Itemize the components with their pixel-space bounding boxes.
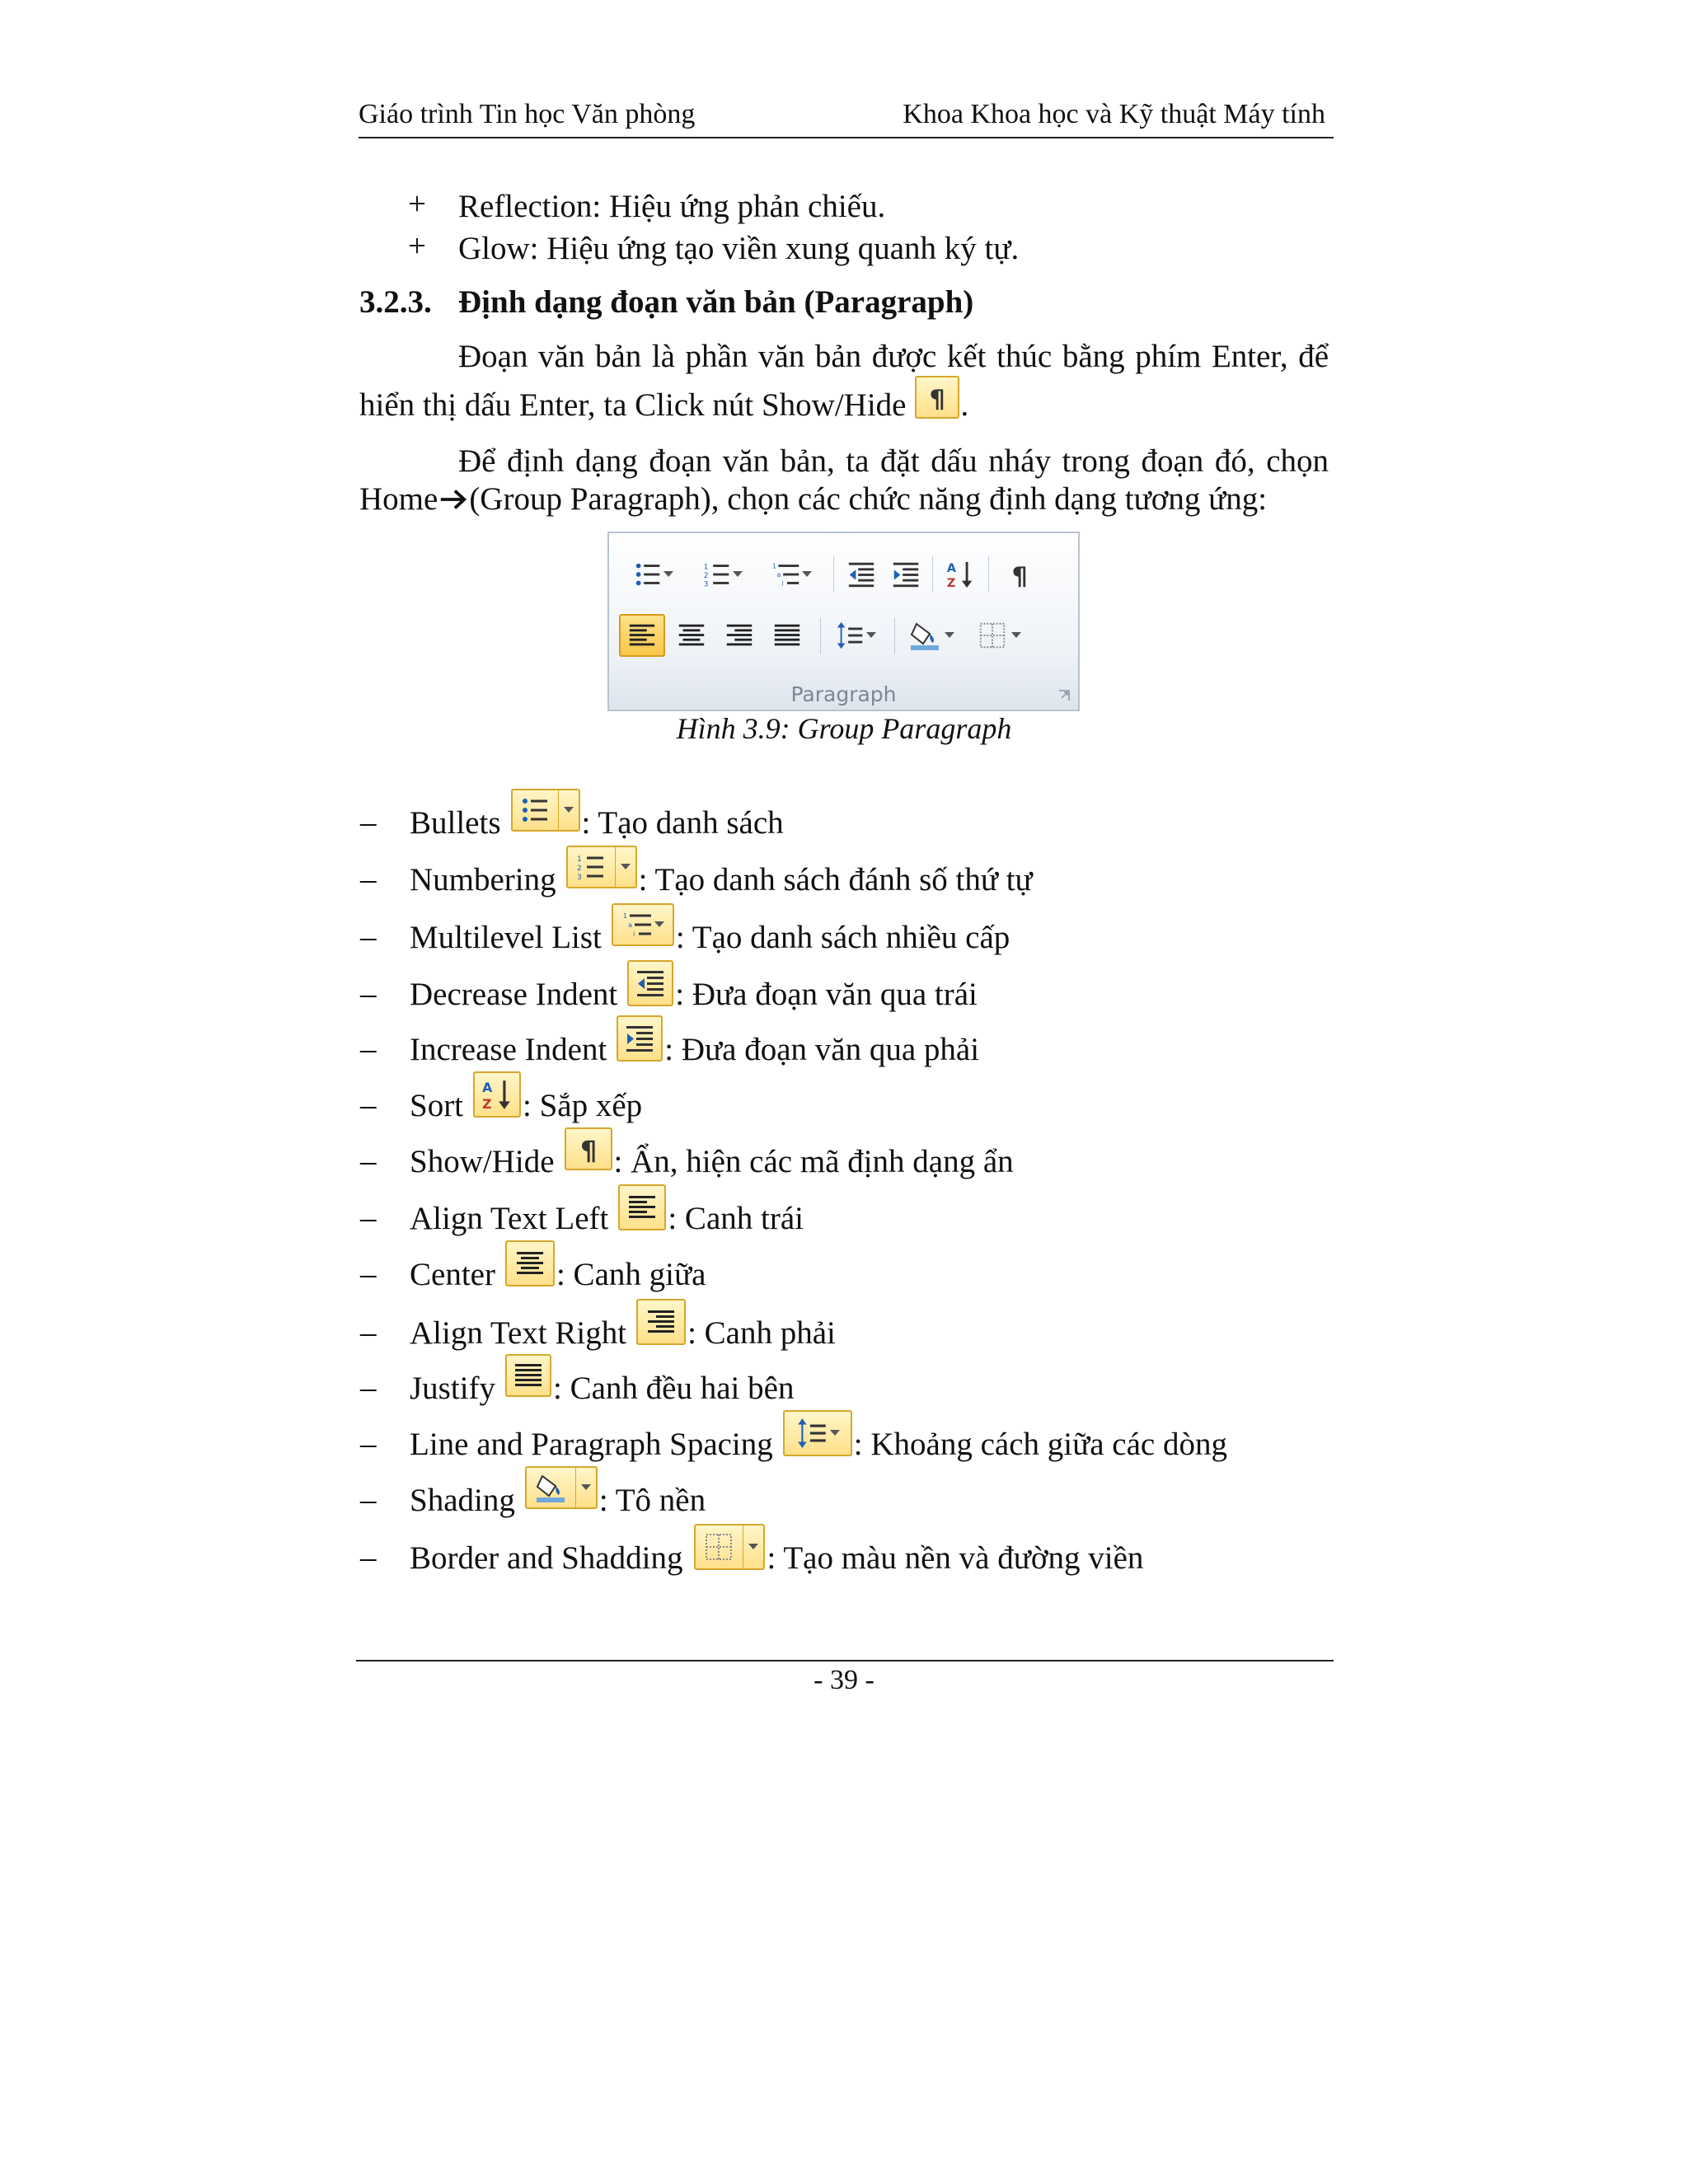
paragraph-1-line-2 xyxy=(359,386,968,429)
item-label: Align Text Left xyxy=(410,1201,609,1236)
justify-icon xyxy=(505,1354,551,1397)
header-right: Khoa Khoa học và Kỹ thuật Máy tính xyxy=(903,99,1325,129)
item-description: : Khoảng cách giữa các dòng xyxy=(853,1427,1227,1462)
ribbon-center-button[interactable] xyxy=(670,614,713,657)
list-item-multilevel-list xyxy=(410,918,1010,961)
item-label: Multilevel List xyxy=(410,920,602,955)
list-dash: – xyxy=(360,1256,377,1291)
shading-icon xyxy=(908,619,941,652)
ribbon-separator xyxy=(932,556,933,593)
item-label: Bullets xyxy=(410,805,501,841)
ribbon-justify-button[interactable] xyxy=(766,614,809,657)
list-dash: – xyxy=(360,1370,377,1405)
list-item-sort xyxy=(410,1086,642,1132)
list-item-shading xyxy=(410,1481,706,1524)
paragraph-2-text: (Group Paragraph), chọn các chức năng định dạng tương ứng: xyxy=(469,481,1268,517)
ribbon-align-right-button[interactable] xyxy=(718,614,761,657)
section-number: 3.2.3. xyxy=(359,284,432,320)
item-description: : Canh phải xyxy=(687,1315,836,1351)
list-dash: – xyxy=(360,976,377,1011)
section-title: Định dạng đoạn văn bản (Paragraph) xyxy=(458,284,974,320)
paragraph-1-text: hiển thị dấu Enter, ta Click nút Show/Hide xyxy=(359,387,907,423)
ribbon-separator xyxy=(894,617,895,654)
paragraph-2-home: Home xyxy=(359,481,438,517)
header-left: Giáo trình Tin học Văn phòng xyxy=(359,99,696,129)
list-item-align-text-right xyxy=(410,1314,836,1360)
page-number: - 39 - xyxy=(814,1665,874,1695)
multilevel-list-icon xyxy=(771,559,802,590)
align-right-icon xyxy=(724,620,755,651)
ribbon-increase-indent-button[interactable] xyxy=(886,556,926,593)
list-dash: – xyxy=(360,1482,377,1517)
list-item-justify xyxy=(410,1369,794,1412)
ribbon-separator xyxy=(833,556,834,593)
list-dash: – xyxy=(360,804,377,840)
item-description: : Tạo danh sách nhiều cấp xyxy=(675,920,1010,955)
ribbon-line-spacing-button[interactable] xyxy=(828,614,883,657)
item-label: Justify xyxy=(410,1371,496,1406)
item-description: : Canh đều hai bên xyxy=(553,1371,795,1406)
item-label: Align Text Right xyxy=(410,1315,627,1351)
figure-caption: Hình 3.9: Group Paragraph xyxy=(676,712,1012,745)
ribbon-group-label: Paragraph xyxy=(790,682,897,706)
increase-indent-icon xyxy=(890,559,921,590)
list-item-align-text-left xyxy=(410,1199,804,1245)
ribbon-border-button[interactable] xyxy=(970,614,1028,657)
list-item-center xyxy=(410,1255,706,1301)
ribbon-bullets-button[interactable] xyxy=(626,556,680,593)
ribbon-numbering-button[interactable] xyxy=(695,556,749,593)
multilevel-list-icon xyxy=(612,903,674,946)
item-label: Show/Hide xyxy=(410,1144,555,1179)
footer-rule xyxy=(356,1660,1334,1661)
list-item-line-spacing xyxy=(410,1425,1227,1471)
plus-item-reflection: Reflection: Hiệu ứng phản chiếu. xyxy=(458,189,886,224)
item-description: : Tô nền xyxy=(598,1483,706,1518)
ribbon-shading-button[interactable] xyxy=(903,614,960,657)
line-spacing-icon xyxy=(835,620,866,651)
list-dash: – xyxy=(360,1087,377,1122)
item-label: Increase Indent xyxy=(410,1032,607,1067)
bullets-icon xyxy=(632,559,663,590)
line-spacing-icon xyxy=(783,1410,852,1456)
align-center-icon xyxy=(676,620,707,651)
list-item-increase-indent xyxy=(410,1030,979,1076)
item-description: : Tạo màu nền và đường viền xyxy=(767,1540,1144,1576)
ribbon-sort-button[interactable] xyxy=(940,556,980,593)
list-item-show-hide xyxy=(410,1142,1014,1185)
numbering-icon xyxy=(701,559,733,590)
align-left-icon xyxy=(626,620,658,651)
item-description: : Đưa đoạn văn qua trái xyxy=(675,977,978,1012)
list-dash: – xyxy=(360,919,377,954)
ribbon-separator xyxy=(820,617,821,654)
item-label: Border and Shadding xyxy=(410,1540,683,1576)
item-label: Center xyxy=(410,1257,495,1292)
border-icon xyxy=(694,1524,765,1570)
item-label: Line and Paragraph Spacing xyxy=(410,1427,773,1462)
pilcrow-icon xyxy=(915,376,959,419)
list-dash: – xyxy=(360,1540,377,1575)
item-label: Shading xyxy=(410,1483,515,1518)
list-dash: – xyxy=(360,1200,377,1235)
ribbon-separator xyxy=(988,556,989,593)
list-dash: – xyxy=(360,1031,377,1066)
plus-bullet: + xyxy=(408,186,426,222)
list-item-numbering xyxy=(410,860,1033,903)
numbering-icon xyxy=(566,846,637,888)
item-description: : Ẩn, hiện các mã định dạng ẩn xyxy=(613,1144,1014,1179)
border-icon xyxy=(977,620,1008,651)
align-right-icon xyxy=(636,1299,686,1345)
list-dash: – xyxy=(360,861,377,897)
paragraph-2-line-2 xyxy=(359,480,1267,519)
bullets-icon xyxy=(511,789,580,832)
item-label: Decrease Indent xyxy=(410,977,618,1012)
ribbon-decrease-indent-button[interactable] xyxy=(842,556,881,593)
item-label: Numbering xyxy=(410,862,556,898)
align-left-icon xyxy=(618,1184,666,1230)
pilcrow-icon xyxy=(1004,559,1035,590)
decrease-indent-icon xyxy=(627,960,673,1006)
item-description: : Đưa đoạn văn qua phải xyxy=(664,1032,980,1067)
decrease-indent-icon xyxy=(846,559,877,590)
item-description: : Tạo danh sách đánh số thứ tự xyxy=(638,862,1033,898)
paragraph-1-line-1: Đoạn văn bản là phần văn bản được kết thúc bằng phím Enter, để xyxy=(458,339,1329,374)
align-center-icon xyxy=(505,1240,555,1286)
list-dash: – xyxy=(360,1315,377,1350)
paragraph-2-line-1: Để định dạng đoạn văn bản, ta đặt dấu nháy trong đoạn đó, chọn xyxy=(458,443,1329,479)
list-item-border-shading xyxy=(410,1539,1143,1585)
justify-icon xyxy=(771,620,803,651)
page-header xyxy=(359,97,1334,138)
paragraph-1-end: . xyxy=(960,387,969,423)
ribbon-align-left-button[interactable] xyxy=(619,614,665,657)
shading-icon xyxy=(525,1466,598,1509)
right-arrow-icon xyxy=(438,484,469,515)
ribbon-multilevel-button[interactable] xyxy=(764,556,818,593)
item-description: : Sắp xếp xyxy=(523,1088,643,1123)
item-description: : Canh giữa xyxy=(556,1257,706,1292)
list-dash: – xyxy=(360,1426,377,1461)
list-item-bullets xyxy=(410,804,784,846)
sort-icon xyxy=(473,1071,521,1118)
sort-icon xyxy=(945,559,976,590)
pilcrow-icon xyxy=(565,1127,612,1170)
list-item-decrease-indent xyxy=(410,975,978,1021)
increase-indent-icon xyxy=(617,1015,663,1062)
ribbon-show-hide-button[interactable] xyxy=(1000,556,1039,593)
plus-item-glow: Glow: Hiệu ứng tạo viền xung quanh ký tự. xyxy=(458,231,1020,266)
list-dash: – xyxy=(360,1143,377,1179)
plus-bullet: + xyxy=(408,228,426,264)
item-description: : Tạo danh sách xyxy=(581,805,784,841)
dialog-launcher-icon[interactable] xyxy=(1058,690,1070,701)
item-description: : Canh trái xyxy=(668,1201,804,1236)
paragraph-ribbon-group xyxy=(607,532,1080,711)
item-label: Sort xyxy=(410,1088,464,1123)
